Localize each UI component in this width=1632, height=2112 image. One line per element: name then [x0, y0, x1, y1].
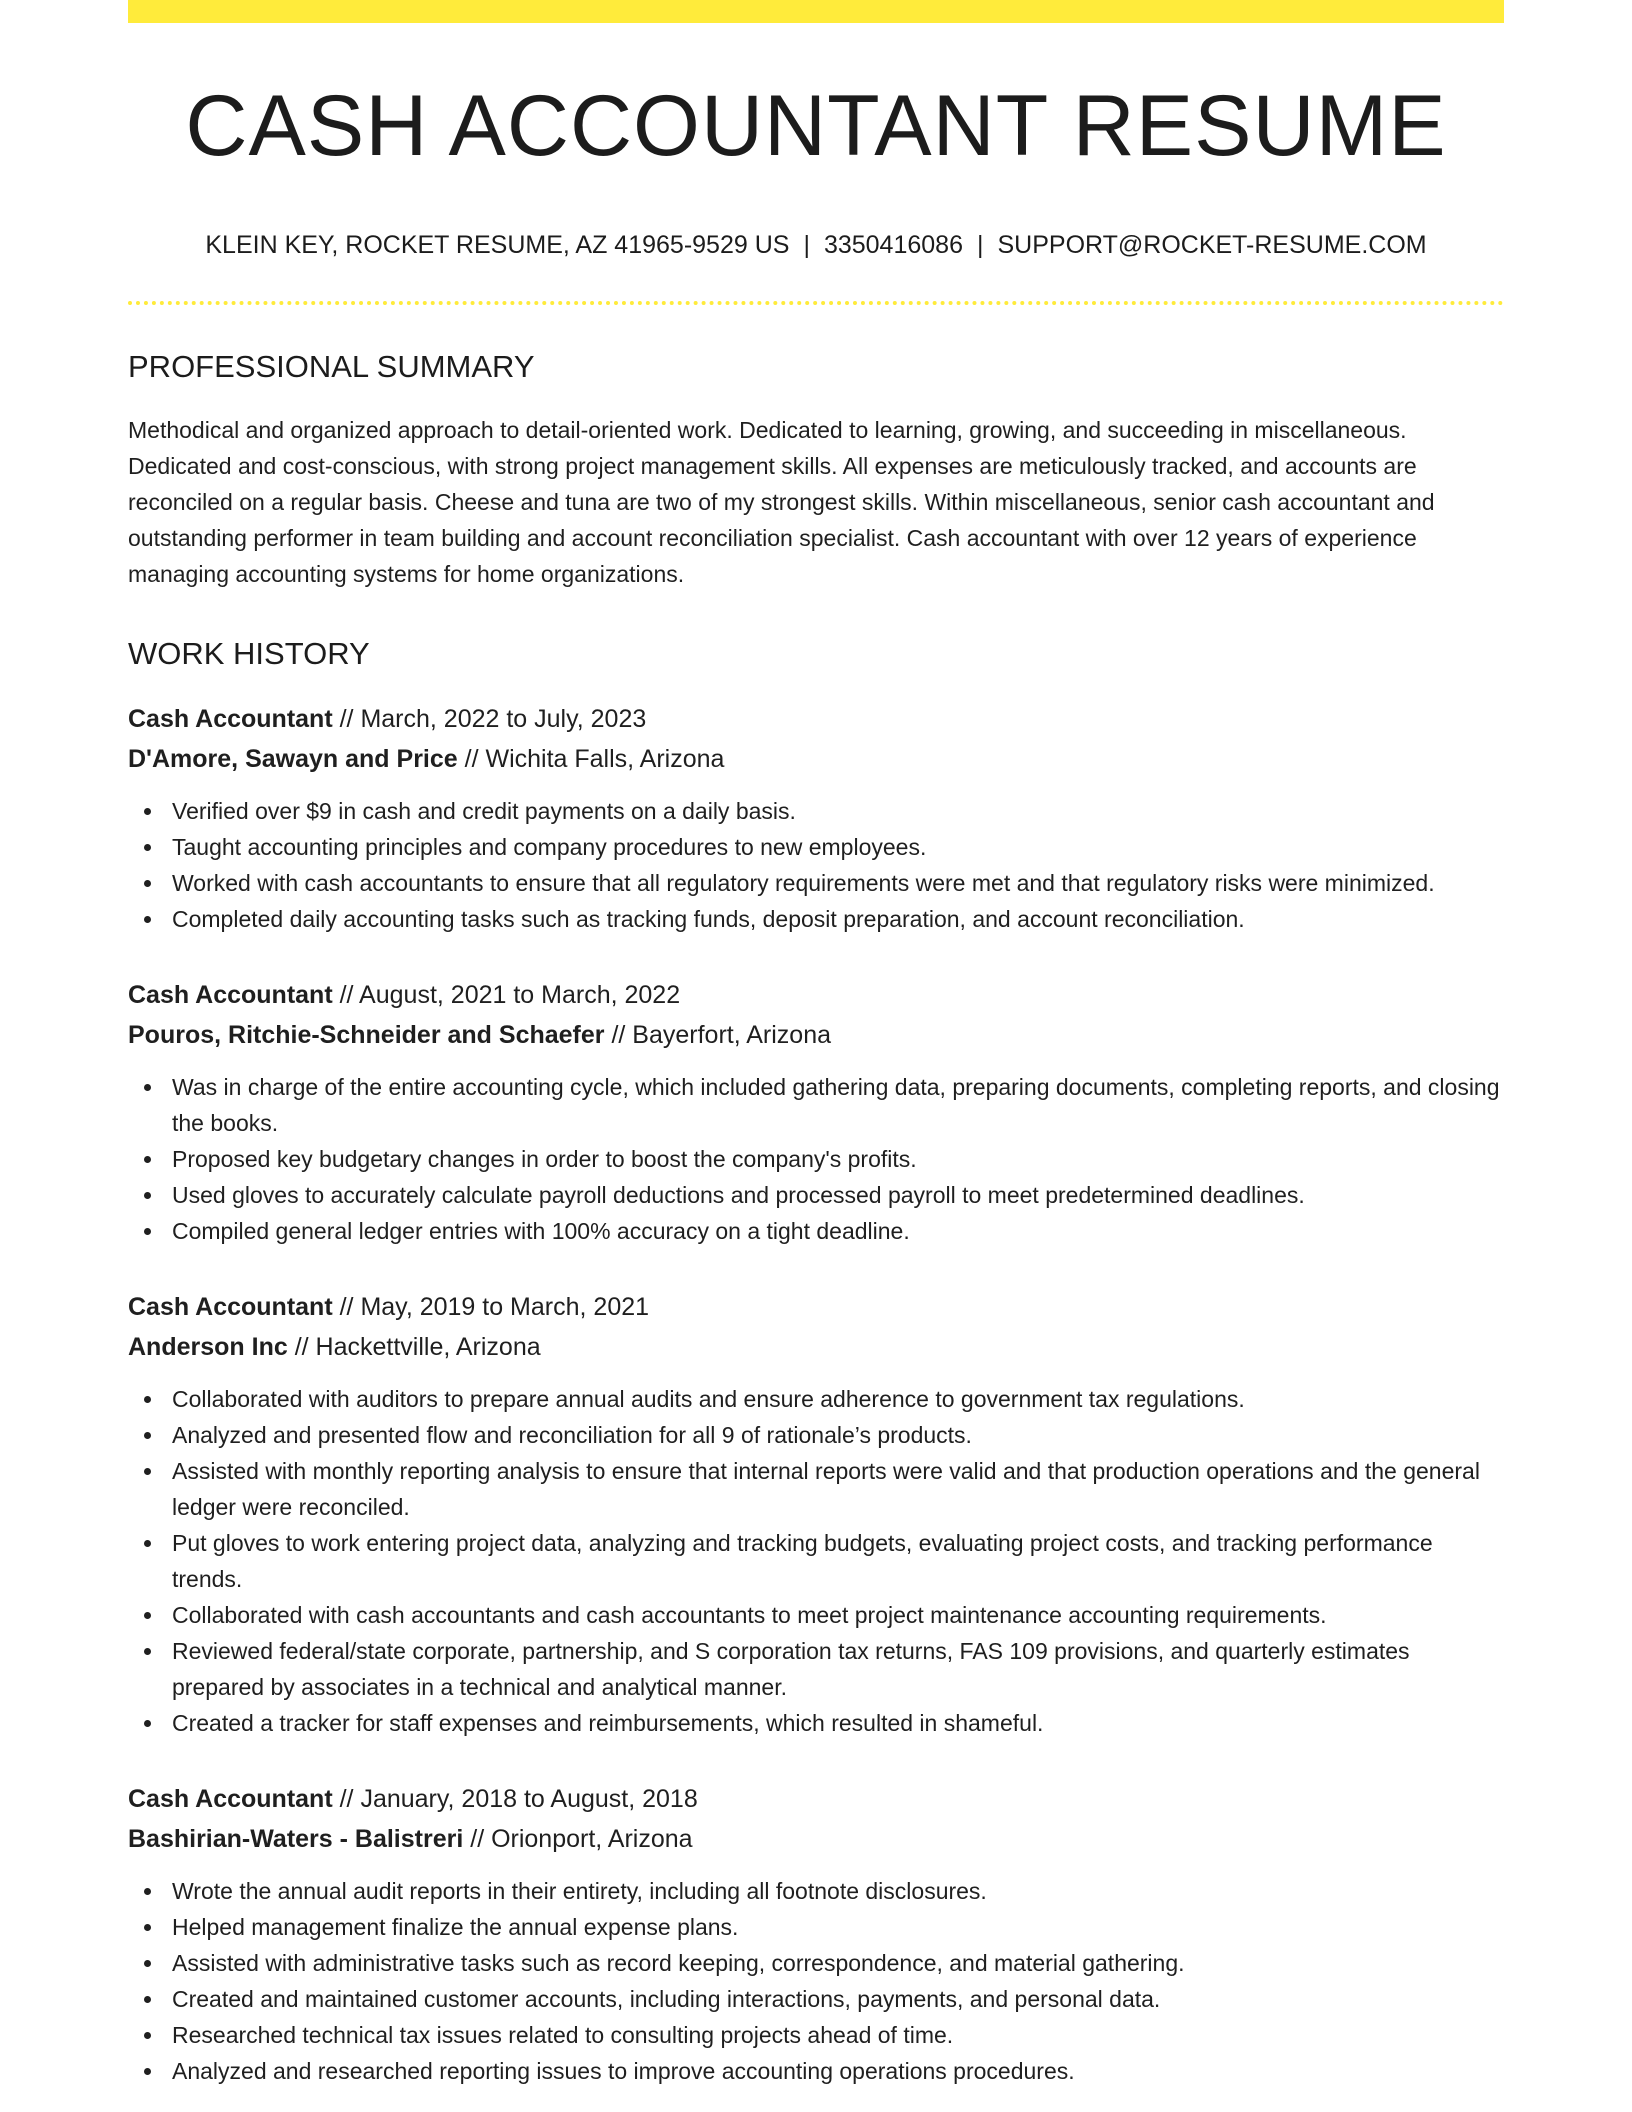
job-entry [128, 1287, 1504, 1741]
contact-phone[interactable]: 3350416086 [823, 231, 963, 259]
job-title-line [128, 1779, 1504, 1819]
job-dates: // May, 2019 to March, 2021 [332, 1293, 650, 1321]
job-bullets [128, 1069, 1504, 1249]
job-company: Pouros, Ritchie-Schneider and Schaefer [128, 1021, 605, 1049]
summary-heading: PROFESSIONAL SUMMARY [128, 349, 535, 384]
job-entry [128, 699, 1504, 937]
job-location: // Orionport, Arizona [463, 1825, 693, 1853]
job-title: Cash Accountant [128, 1293, 333, 1321]
job-bullet-item: Used gloves to accurately calculate payroll deductions and processed payroll to meet predetermined deadlines. [128, 1177, 1504, 1213]
job-bullet-item: Helped management finalize the annual expense plans. [128, 1909, 1504, 1945]
job-bullet-item: Proposed key budgetary changes in order to boost the company's profits. [128, 1141, 1504, 1177]
job-bullet-item: Verified over $9 in cash and credit payments on a daily basis. [128, 793, 1504, 829]
job-title: Cash Accountant [128, 981, 333, 1009]
job-bullet-item: Analyzed and presented flow and reconciliation for all 9 of rationale’s products. [128, 1417, 1504, 1453]
job-bullet-item: Was in charge of the entire accounting cycle, which included gathering data, preparing documents, completing reports, and closing the books. [128, 1069, 1504, 1141]
contact-email[interactable]: SUPPORT@ROCKET-RESUME.COM [997, 231, 1427, 259]
job-bullet-item: Wrote the annual audit reports in their entirety, including all footnote disclosures. [128, 1873, 1504, 1909]
job-bullet-item: Researched technical tax issues related to consulting projects ahead of time. [128, 2017, 1504, 2053]
job-bullet-item: Assisted with administrative tasks such as record keeping, correspondence, and material gathering. [128, 1945, 1504, 1981]
job-location: // Hackettville, Arizona [287, 1333, 541, 1361]
job-company-line [128, 1015, 1504, 1055]
job-bullet-item: Put gloves to work entering project data, analyzing and tracking budgets, evaluating project costs, and tracking performance trends. [128, 1525, 1504, 1597]
job-company-line [128, 739, 1504, 779]
job-bullet-item: Assisted with monthly reporting analysis to ensure that internal reports were valid and that production operations and the general ledger were reconciled. [128, 1453, 1504, 1525]
job-entry [128, 975, 1504, 1249]
job-company-line [128, 1327, 1504, 1367]
job-bullet-item: Completed daily accounting tasks such as tracking funds, deposit preparation, and account reconciliation. [128, 901, 1504, 937]
dotted-divider [128, 301, 1504, 305]
job-location: // Bayerfort, Arizona [604, 1021, 832, 1049]
job-company: Anderson Inc [128, 1333, 288, 1361]
job-title: Cash Accountant [128, 705, 333, 733]
job-bullet-item: Reviewed federal/state corporate, partnership, and S corporation tax returns, FAS 109 provisions, and quarterly estimates prepared by associates in a technical and analytical manner. [128, 1633, 1504, 1705]
job-bullets [128, 793, 1504, 937]
job-company-line [128, 1819, 1504, 1859]
job-title: Cash Accountant [128, 1785, 333, 1813]
job-bullets [128, 1873, 1504, 2089]
top-accent-bar [128, 0, 1504, 23]
job-bullet-item: Created and maintained customer accounts, including interactions, payments, and personal data. [128, 1981, 1504, 2017]
job-location: // Wichita Falls, Arizona [457, 745, 725, 773]
contact-line [128, 233, 1504, 258]
contact-separator: | [803, 231, 810, 259]
job-company: D'Amore, Sawayn and Price [128, 745, 458, 773]
job-title-line [128, 1287, 1504, 1327]
job-bullet-item: Compiled general ledger entries with 100% accuracy on a tight deadline. [128, 1213, 1504, 1249]
job-bullet-item: Collaborated with auditors to prepare annual audits and ensure adherence to government tax regulations. [128, 1381, 1504, 1417]
job-entry [128, 1779, 1504, 2089]
work-history-heading: WORK HISTORY [128, 636, 370, 671]
job-dates: // January, 2018 to August, 2018 [332, 1785, 698, 1813]
contact-address: KLEIN KEY, ROCKET RESUME, AZ 41965-9529 US [205, 231, 790, 259]
resume-page [128, 0, 1504, 2089]
job-bullet-item: Analyzed and researched reporting issues to improve accounting operations procedures. [128, 2053, 1504, 2089]
job-dates: // August, 2021 to March, 2022 [332, 981, 681, 1009]
job-bullet-item: Created a tracker for staff expenses and reimbursements, which resulted in shameful. [128, 1705, 1504, 1741]
contact-separator: | [976, 231, 984, 259]
job-bullets [128, 1381, 1504, 1741]
job-company: Bashirian-Waters - Balistreri [128, 1825, 464, 1853]
job-bullet-item: Taught accounting principles and company procedures to new employees. [128, 829, 1504, 865]
resume-title: CASH ACCOUNTANT RESUME [185, 78, 1447, 174]
job-title-line [128, 699, 1504, 739]
job-bullet-item: Worked with cash accountants to ensure that all regulatory requirements were met and that regulatory risks were minimized. [128, 865, 1504, 901]
summary-text: Methodical and organized approach to detail-oriented work. Dedicated to learning, growing, and succeeding in miscellaneous. Dedicated and cost-conscious, with strong project management skills. All expenses are meticulously tracked, and accounts are reconciled on a regular basis. Cheese and tuna are two of my strongest skills. Within miscellaneous, senior cash accountant and outstanding performer in team building and account reconciliation specialist. Cash accountant with over 12 years of experience managing accounting systems for home organizations. [128, 417, 1435, 587]
work-history-list [128, 699, 1504, 2089]
job-bullet-item: Collaborated with cash accountants and cash accountants to meet project maintenance accounting requirements. [128, 1597, 1504, 1633]
job-dates: // March, 2022 to July, 2023 [332, 705, 647, 733]
job-title-line [128, 975, 1504, 1015]
